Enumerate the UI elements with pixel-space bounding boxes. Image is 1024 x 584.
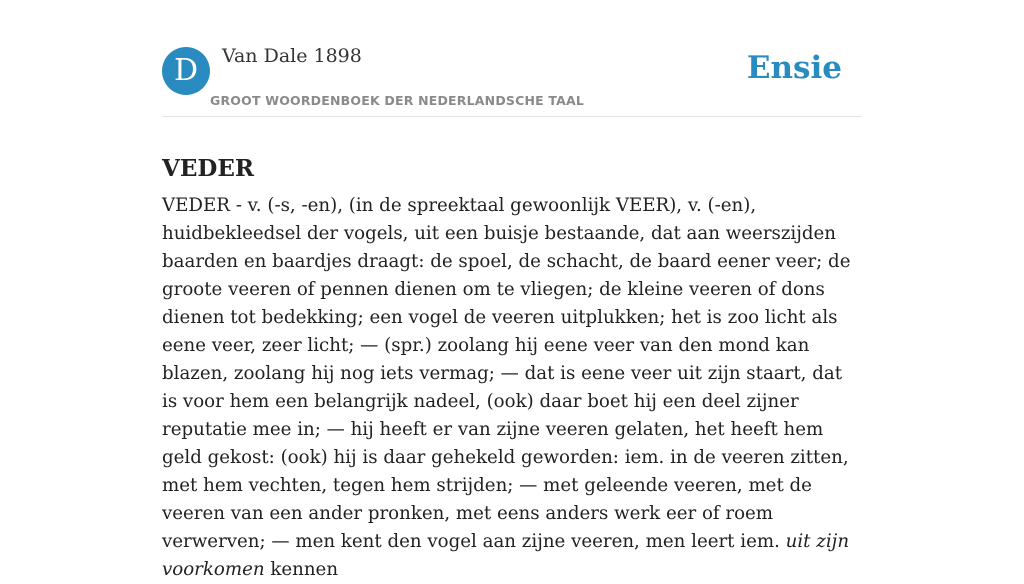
entry-definition — [162, 192, 862, 584]
definition-text: VEDER - v. (-s, -en), (in de spreektaal gewoonlijk VEER), v. (-en), huidbekleedsel der vogels, uit een buisje bestaande, dat aan weerszijden baarden en baardjes draagt: de spoel, de schacht, de baard eener veer; de groote veeren of pennen dienen om te vliegen; de kleine veeren of dons dienen tot bedekking; een vogel de veeren uitplukken; het is zoo licht als eene veer, zeer licht; — (spr.) zoolang hij eene veer van den mond kan blazen, zoolang hij nog iets vermag; — dat is eene veer uit zijn staart, dat is voor hem een belangrijk nadeel, (ook) daar boet hij een deel zijner reputatie mee in; — hij heeft er van zijne veeren gelaten, het heeft hem geld gekost: (ook) hij is daar gehekeld geworden: iem. in de veeren zitten, met hem vechten, tegen hem strijden; — met geleende veeren, met de veeren van een ander pronken, met eens anders werk eer of roem verwerven; — men kent den vogel aan zijne veeren, men leert iem. — [162, 195, 851, 552]
entry-headword: VEDER — [162, 155, 254, 183]
dictionary-title[interactable]: Van Dale 1898 — [222, 45, 362, 67]
ensie-logo-link[interactable]: Ensie — [746, 50, 842, 86]
dictionary-subtitle: GROOT WOORDENBOEK DER NEDERLANDSCHE TAAL — [210, 93, 585, 108]
dictionary-header — [162, 0, 862, 117]
definition-text-tail: kennen — [264, 559, 339, 580]
definition-italic-text: uit zijn voorkomen — [162, 531, 850, 580]
dictionary-logo[interactable]: D — [162, 47, 210, 95]
entry-page — [162, 0, 862, 580]
